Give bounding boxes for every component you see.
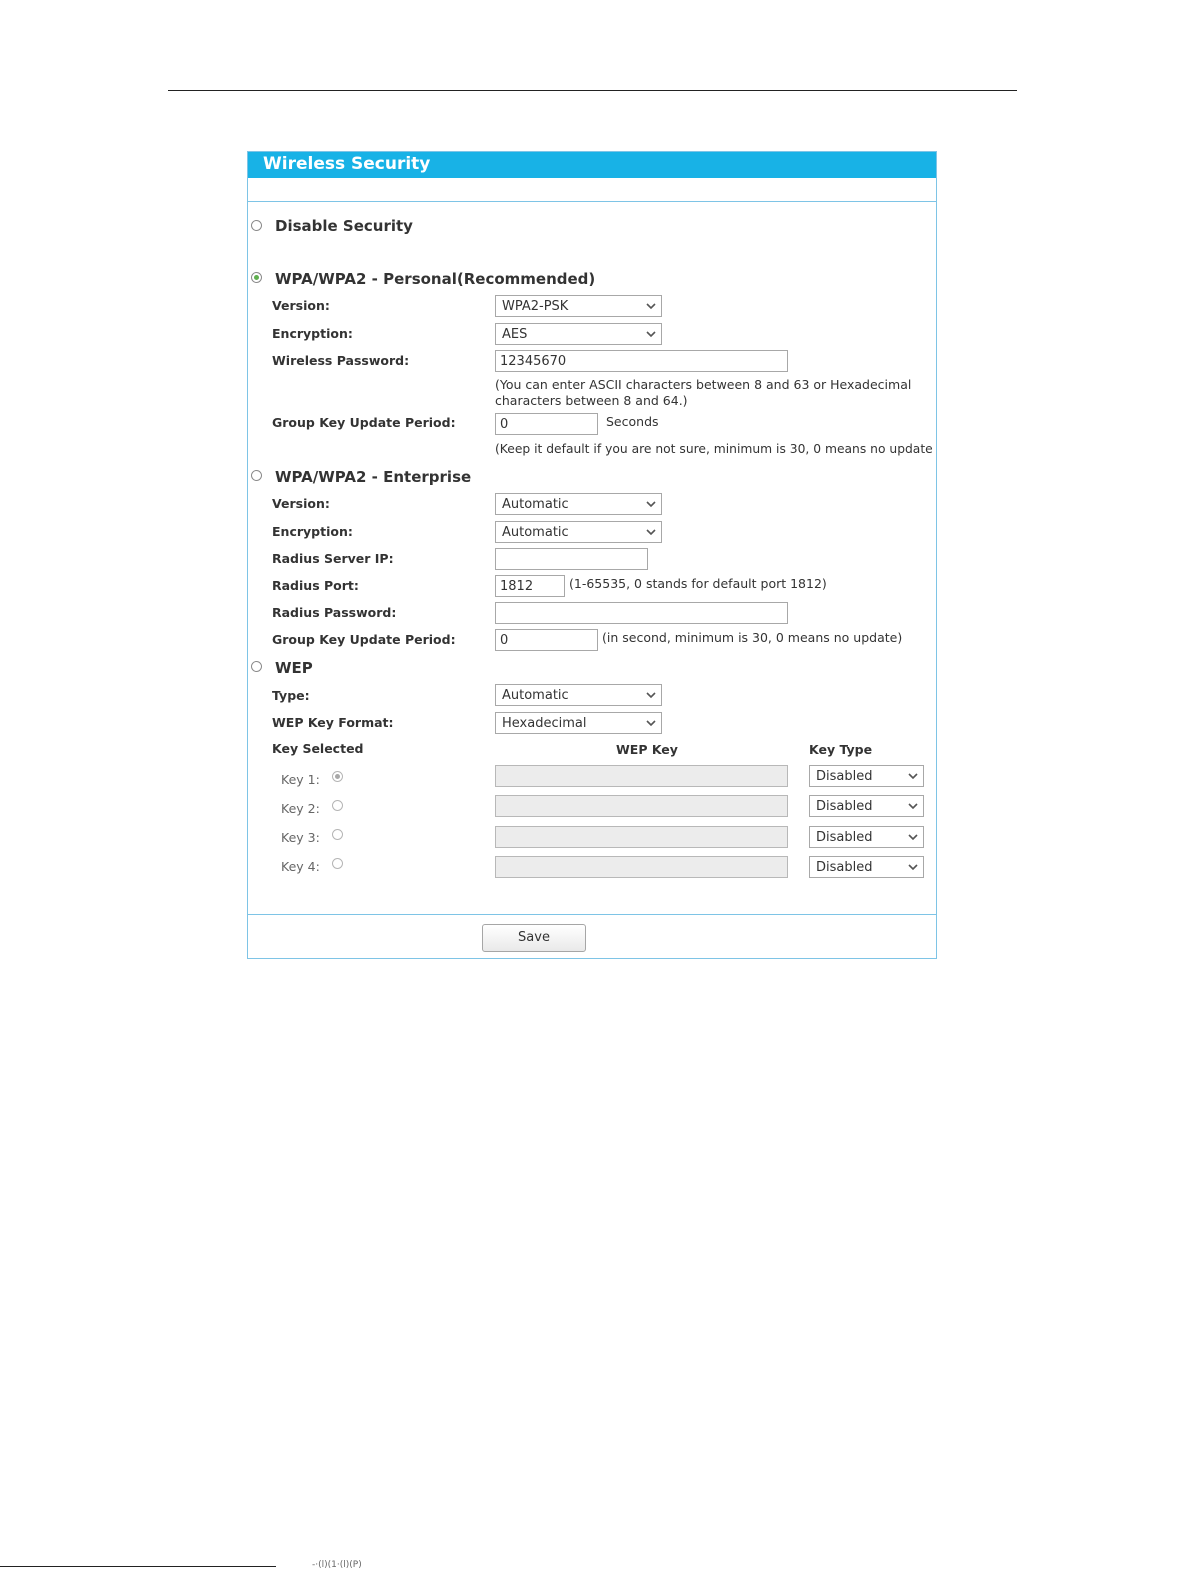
panel-header — [248, 152, 936, 178]
enterprise-group-key-label: Group Key Update Period: — [272, 632, 456, 647]
key-3-label: Key 3: — [281, 830, 320, 845]
key-4-label: Key 4: — [281, 859, 320, 874]
radius-server-ip-label: Radius Server IP: — [272, 551, 394, 566]
wpa-enterprise-title: WPA/WPA2 - Enterprise — [275, 468, 472, 486]
personal-group-key-label: Group Key Update Period: — [272, 415, 456, 430]
key-3-radio[interactable] — [332, 829, 343, 840]
panel-title: Wireless Security — [263, 154, 431, 174]
chevron-down-icon — [644, 496, 658, 512]
wep-radio[interactable] — [251, 661, 262, 672]
wpa-personal-title: WPA/WPA2 - Personal(Recommended) — [275, 270, 596, 288]
key-1-input[interactable] — [495, 765, 788, 787]
key-4-radio[interactable] — [332, 858, 343, 869]
enterprise-encryption-select[interactable]: Automatic — [495, 521, 662, 543]
key-3-type-select[interactable]: Disabled — [809, 826, 924, 848]
chevron-down-icon — [906, 768, 920, 784]
personal-encryption-label: Encryption: — [272, 326, 353, 341]
disable-security-label: Disable Security — [275, 217, 413, 235]
wireless-password-input[interactable]: 12345670 — [495, 350, 788, 372]
radius-password-input[interactable] — [495, 602, 788, 624]
wep-type-select[interactable]: Automatic — [495, 684, 662, 706]
wep-key-header: WEP Key — [616, 742, 678, 757]
chevron-down-icon — [644, 687, 658, 703]
save-divider — [248, 914, 936, 915]
enterprise-version-select[interactable]: Automatic — [495, 493, 662, 515]
wpa-enterprise-radio[interactable] — [251, 470, 262, 481]
page-footer-rule — [0, 1566, 276, 1567]
personal-password-label: Wireless Password: — [272, 353, 410, 368]
key-1-type-select[interactable]: Disabled — [809, 765, 924, 787]
enterprise-group-key-input[interactable]: 0 — [495, 629, 598, 651]
personal-version-label: Version: — [272, 298, 330, 313]
enterprise-version-label: Version: — [272, 496, 330, 511]
group-key-hint: (Keep it default if you are not sure, minimum is 30, 0 means no update — [495, 442, 933, 456]
chevron-down-icon — [644, 298, 658, 314]
group-key-unit: Seconds — [606, 414, 659, 429]
chevron-down-icon — [906, 859, 920, 875]
chevron-down-icon — [906, 798, 920, 814]
header-divider — [248, 201, 936, 202]
personal-encryption-select[interactable]: AES — [495, 323, 662, 345]
save-button[interactable]: Save — [482, 924, 586, 952]
footer-marks: -·(l)(1·(l)(P) — [312, 1560, 362, 1570]
key-2-type-select[interactable]: Disabled — [809, 795, 924, 817]
chevron-down-icon — [644, 715, 658, 731]
enterprise-encryption-label: Encryption: — [272, 524, 353, 539]
radius-port-label: Radius Port: — [272, 578, 359, 593]
wep-type-label: Type: — [272, 688, 310, 703]
disable-security-radio[interactable] — [251, 220, 262, 231]
key-3-input[interactable] — [495, 826, 788, 848]
chevron-down-icon — [906, 829, 920, 845]
password-hint-line-1: (You can enter ASCII characters between 8 and 63 or Hexadecimal — [495, 377, 912, 392]
wep-key-format-select[interactable]: Hexadecimal — [495, 712, 662, 734]
key-1-label: Key 1: — [281, 772, 320, 787]
key-1-radio[interactable] — [332, 771, 343, 782]
key-2-label: Key 2: — [281, 801, 320, 816]
key-2-input[interactable] — [495, 795, 788, 817]
wep-title: WEP — [275, 659, 313, 677]
chevron-down-icon — [644, 524, 658, 540]
password-hint-line-2: characters between 8 and 64.) — [495, 393, 688, 408]
chevron-down-icon — [644, 326, 658, 342]
key-selected-header: Key Selected — [272, 741, 364, 756]
page-top-rule — [168, 90, 1017, 91]
radius-password-label: Radius Password: — [272, 605, 397, 620]
wep-key-format-label: WEP Key Format: — [272, 715, 394, 730]
personal-group-key-input[interactable]: 0 — [495, 413, 598, 435]
key-4-input[interactable] — [495, 856, 788, 878]
wpa-personal-radio[interactable] — [251, 272, 262, 283]
key-type-header: Key Type — [809, 742, 873, 757]
key-2-radio[interactable] — [332, 800, 343, 811]
radius-port-hint: (1-65535, 0 stands for default port 1812) — [569, 576, 827, 591]
key-4-type-select[interactable]: Disabled — [809, 856, 924, 878]
personal-version-select[interactable]: WPA2-PSK — [495, 295, 662, 317]
enterprise-group-key-hint: (in second, minimum is 30, 0 means no update) — [602, 630, 903, 645]
radius-server-ip-input[interactable] — [495, 548, 648, 570]
wireless-security-panel — [247, 151, 937, 959]
radius-port-input[interactable]: 1812 — [495, 575, 565, 597]
